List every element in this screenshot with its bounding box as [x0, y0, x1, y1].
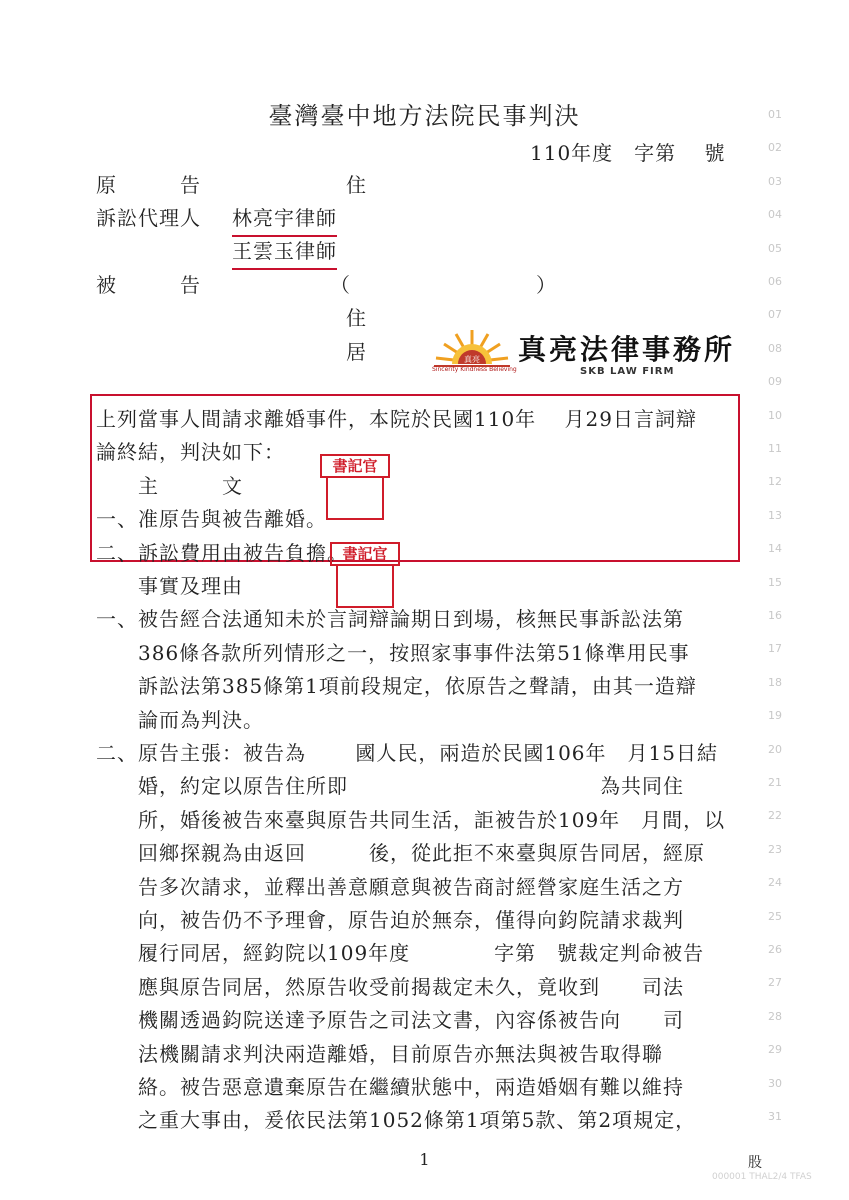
defendant-residence: 居: [346, 340, 367, 364]
body-line: 機關透過鈞院送達予原告之司法文書，內容係被告向 司: [96, 1008, 684, 1033]
line-number: 03: [768, 174, 782, 188]
clerk-stamp-label: 書記官: [320, 454, 390, 478]
body-line: 回鄉探親為由返回 後，從此拒不來臺與原告同居，經原: [96, 841, 705, 866]
body-line: 之重大事由，爰依民法第1052條第1項第5款、第2項規定，: [96, 1108, 697, 1133]
emblem-text: 真亮: [464, 355, 480, 364]
document-code: 000001 THAL2/4 TFAS: [712, 1172, 812, 1182]
line-number: 23: [768, 842, 782, 856]
body-line: 應與原告同居，然原告收受前揭裁定未久，竟收到 司法: [96, 974, 684, 999]
clerk-stamp-2-box: [336, 564, 394, 608]
line-number: 11: [768, 442, 782, 455]
body-line: 二、訴訟費用由被告負擔。: [96, 540, 348, 565]
line-number: 07: [768, 308, 782, 322]
line-number: 29: [768, 1043, 782, 1057]
line-number: 18: [768, 675, 782, 689]
line-number: 12: [768, 475, 782, 489]
body-line: 一、被告經合法通知未於言詞辯論期日到場，核無民事訴訟法第: [96, 607, 684, 632]
law-firm-logo: [430, 326, 740, 386]
agent-name-1: 林亮宇律師: [232, 203, 337, 237]
line-number: 14: [768, 542, 782, 556]
line-number: 09: [768, 375, 782, 389]
defendant-address: 住: [346, 306, 367, 330]
body-line: 訴訟法第385條第1項前段規定，依原告之聲請，由其一造辯: [96, 674, 697, 699]
body-line: 主 文: [96, 473, 243, 498]
line-number: 30: [768, 1076, 782, 1090]
line-number: 10: [768, 408, 782, 422]
body-line: 婚，約定以原告住所即 為共同住: [96, 774, 684, 799]
line-number: 01: [768, 108, 782, 121]
body-line: 絡。被告惡意遺棄原告在繼續狀態中，兩造婚姻有難以維持: [96, 1075, 684, 1099]
logo-motto: Sincerity Kindness Believing: [432, 366, 517, 373]
defendant-paren-close: ）: [536, 273, 557, 297]
logo-english-name: SKB LAW FIRM: [580, 366, 675, 377]
body-line: 所，婚後被告來臺與原告共同生活，詎被告於109年 月間，以: [96, 807, 726, 832]
line-number: 20: [768, 742, 782, 756]
body-line: 論終結，判決如下：: [96, 440, 285, 465]
body-line: 論而為判決。: [96, 707, 264, 732]
body-line: 上列當事人間請求離婚事件，本院於民國110年 月29日言詞辯: [96, 407, 697, 431]
line-number: 19: [768, 709, 782, 723]
line-number: 25: [768, 909, 782, 923]
line-number: 05: [768, 241, 782, 255]
line-number: 26: [768, 943, 782, 956]
body-line: 履行同居，經鈞院以109年度 字第 號裁定判命被告: [96, 941, 705, 966]
body-line: 向，被告仍不予理會，原告迫於無奈，僅得向鈞院請求裁判: [96, 908, 684, 932]
clerk-stamp: [320, 454, 390, 534]
line-number: 15: [768, 575, 782, 589]
line-number: 08: [768, 341, 782, 355]
page-number: 1: [419, 1150, 430, 1169]
line-number: 04: [768, 208, 782, 222]
division-label: 股: [748, 1155, 762, 1171]
line-number: 06: [768, 275, 782, 288]
agent-name-2: 王雲玉律師: [232, 236, 337, 270]
line-number: 17: [768, 642, 782, 656]
line-number: 13: [768, 508, 782, 522]
body-line: 二、原告主張：被告為 國人民，兩造於民國106年 月15日結: [96, 741, 718, 765]
plaintiff-address: 住: [346, 173, 367, 197]
line-number: 02: [768, 141, 782, 155]
line-number: 31: [768, 1110, 782, 1123]
line-number: 22: [768, 809, 782, 823]
plaintiff-label: 原 告: [96, 173, 201, 197]
clerk-stamp-box: [326, 476, 384, 520]
defendant-label: 被 告: [96, 273, 201, 297]
case-number: 110年度 字第 號: [530, 141, 726, 165]
body-line: 法機關請求判決兩造離婚，目前原告亦無法與被告取得聯: [96, 1041, 663, 1066]
line-number: 27: [768, 976, 782, 990]
line-number: 24: [768, 876, 782, 890]
clerk-stamp-2: [330, 542, 400, 622]
body-line: 事實及理由: [96, 574, 243, 598]
logo-firm-name: 真亮法律事務所: [518, 333, 736, 366]
body-line: 386條各款所列情形之一，按照家事事件法第51條準用民事: [96, 640, 690, 665]
body-line: 告多次請求，並釋出善意願意與被告商討經營家庭生活之方: [96, 874, 684, 899]
document-title: 臺灣臺中地方法院民事判決: [268, 102, 581, 130]
line-number: 28: [768, 1009, 782, 1023]
line-number: 16: [768, 609, 782, 622]
defendant-paren-open: （: [330, 273, 351, 297]
line-number: 21: [768, 776, 782, 789]
body-line: 一、准原告與被告離婚。: [96, 507, 327, 532]
agent-label: 訴訟代理人: [96, 206, 201, 230]
clerk-stamp-2-label: 書記官: [330, 542, 400, 566]
